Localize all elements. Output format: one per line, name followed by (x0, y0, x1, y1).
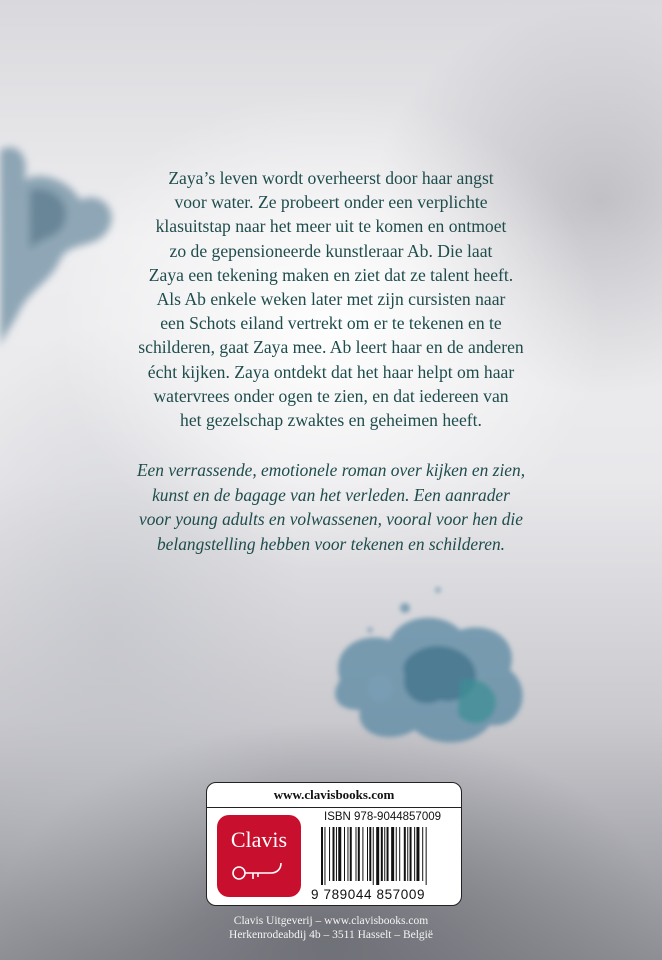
barcode-bar (338, 827, 341, 881)
blurb-line: schilderen, gaat Zaya mee. Ab leert haar en de anderen (138, 337, 524, 358)
barcode (319, 827, 455, 885)
blurb-line: een Schots eiland vertrekt om er te tekenen en te (160, 313, 502, 334)
barcode-bar (404, 827, 406, 881)
barcode-bar (422, 827, 423, 881)
key-icon (231, 861, 287, 885)
barcode-bar (336, 827, 337, 881)
publisher-address (0, 914, 662, 942)
barcode-bar (384, 827, 385, 881)
barcode-number: 9 789044 857009 (311, 887, 426, 902)
blurb-line: watervrees onder ogen te zien, en dat iedereen van (153, 385, 509, 406)
publisher-website: www.clavisbooks.com (207, 783, 461, 808)
barcode-bar (356, 827, 357, 881)
publisher-line: Herkenrodeabdij 4b – 3511 Hasselt – België (229, 929, 433, 941)
barcode-bar (391, 827, 394, 881)
blurb-paragraph-review (90, 458, 572, 556)
barcode-bar (426, 827, 427, 885)
blurb-paragraph-summary (90, 166, 572, 432)
publisher-line: Clavis Uitgeverij – www.clavisbooks.com (233, 915, 429, 927)
watercolor-splash-center (300, 560, 540, 760)
blurb-line: klasuitstap naar het meer uit te komen en ontmoet (155, 216, 507, 237)
clavis-logo-text: Clavis (230, 827, 288, 852)
blurb-line: belangstelling hebben voor tekenen en schilderen. (156, 534, 506, 555)
blurb-line: zo de gepensioneerde kunstleraar Ab. Die laat (169, 240, 493, 261)
barcode-bar (414, 827, 415, 881)
blurb-line: kunst en de bagage van het verleden. Een aanrader (152, 484, 510, 505)
barcode-bar (350, 827, 352, 881)
blurb-line: Een verrassende, emotionele roman over kijken en zien, (136, 460, 526, 481)
blurb-line: voor water. Ze probeert onder een verplichte (174, 192, 488, 213)
barcode-bar (321, 827, 323, 885)
barcode-bar (333, 827, 335, 881)
barcode-bar (362, 827, 363, 881)
barcode-bar (373, 827, 374, 885)
barcode-bar (367, 827, 368, 881)
barcode-panel (206, 782, 462, 906)
barcode-bar (358, 827, 360, 881)
barcode-bar (369, 827, 371, 881)
barcode-bar (399, 827, 400, 881)
barcode-bar (329, 827, 330, 881)
clavis-logo (217, 815, 301, 897)
barcode-bar (324, 827, 325, 885)
barcode-bar (347, 827, 348, 881)
barcode-bar (416, 827, 419, 881)
barcode-bar (344, 827, 345, 881)
barcode-bar (407, 827, 408, 881)
barcode-bar (387, 827, 389, 881)
barcode-bar (376, 827, 379, 885)
isbn-label: ISBN 978-9044857009 (324, 811, 442, 823)
blurb-line: écht kijken. Zaya ontdekt dat het haar helpt om haar (147, 361, 515, 382)
blurb-line: het gezelschap zwaktes en geheimen heeft. (180, 410, 482, 431)
blurb (90, 166, 572, 557)
barcode-bar (410, 827, 412, 881)
blurb-line: Zaya’s leven wordt overheerst door haar angst (168, 168, 494, 188)
blurb-line: voor young adults en volwassenen, vooral voor hen die (139, 509, 523, 530)
barcode-bar (396, 827, 397, 881)
blurb-line: Als Ab enkele weken later met zijn cursisten naar (156, 289, 506, 310)
barcode-bar (381, 827, 383, 881)
blurb-line: Zaya een tekening maken en ziet dat ze talent heeft. (148, 264, 514, 285)
